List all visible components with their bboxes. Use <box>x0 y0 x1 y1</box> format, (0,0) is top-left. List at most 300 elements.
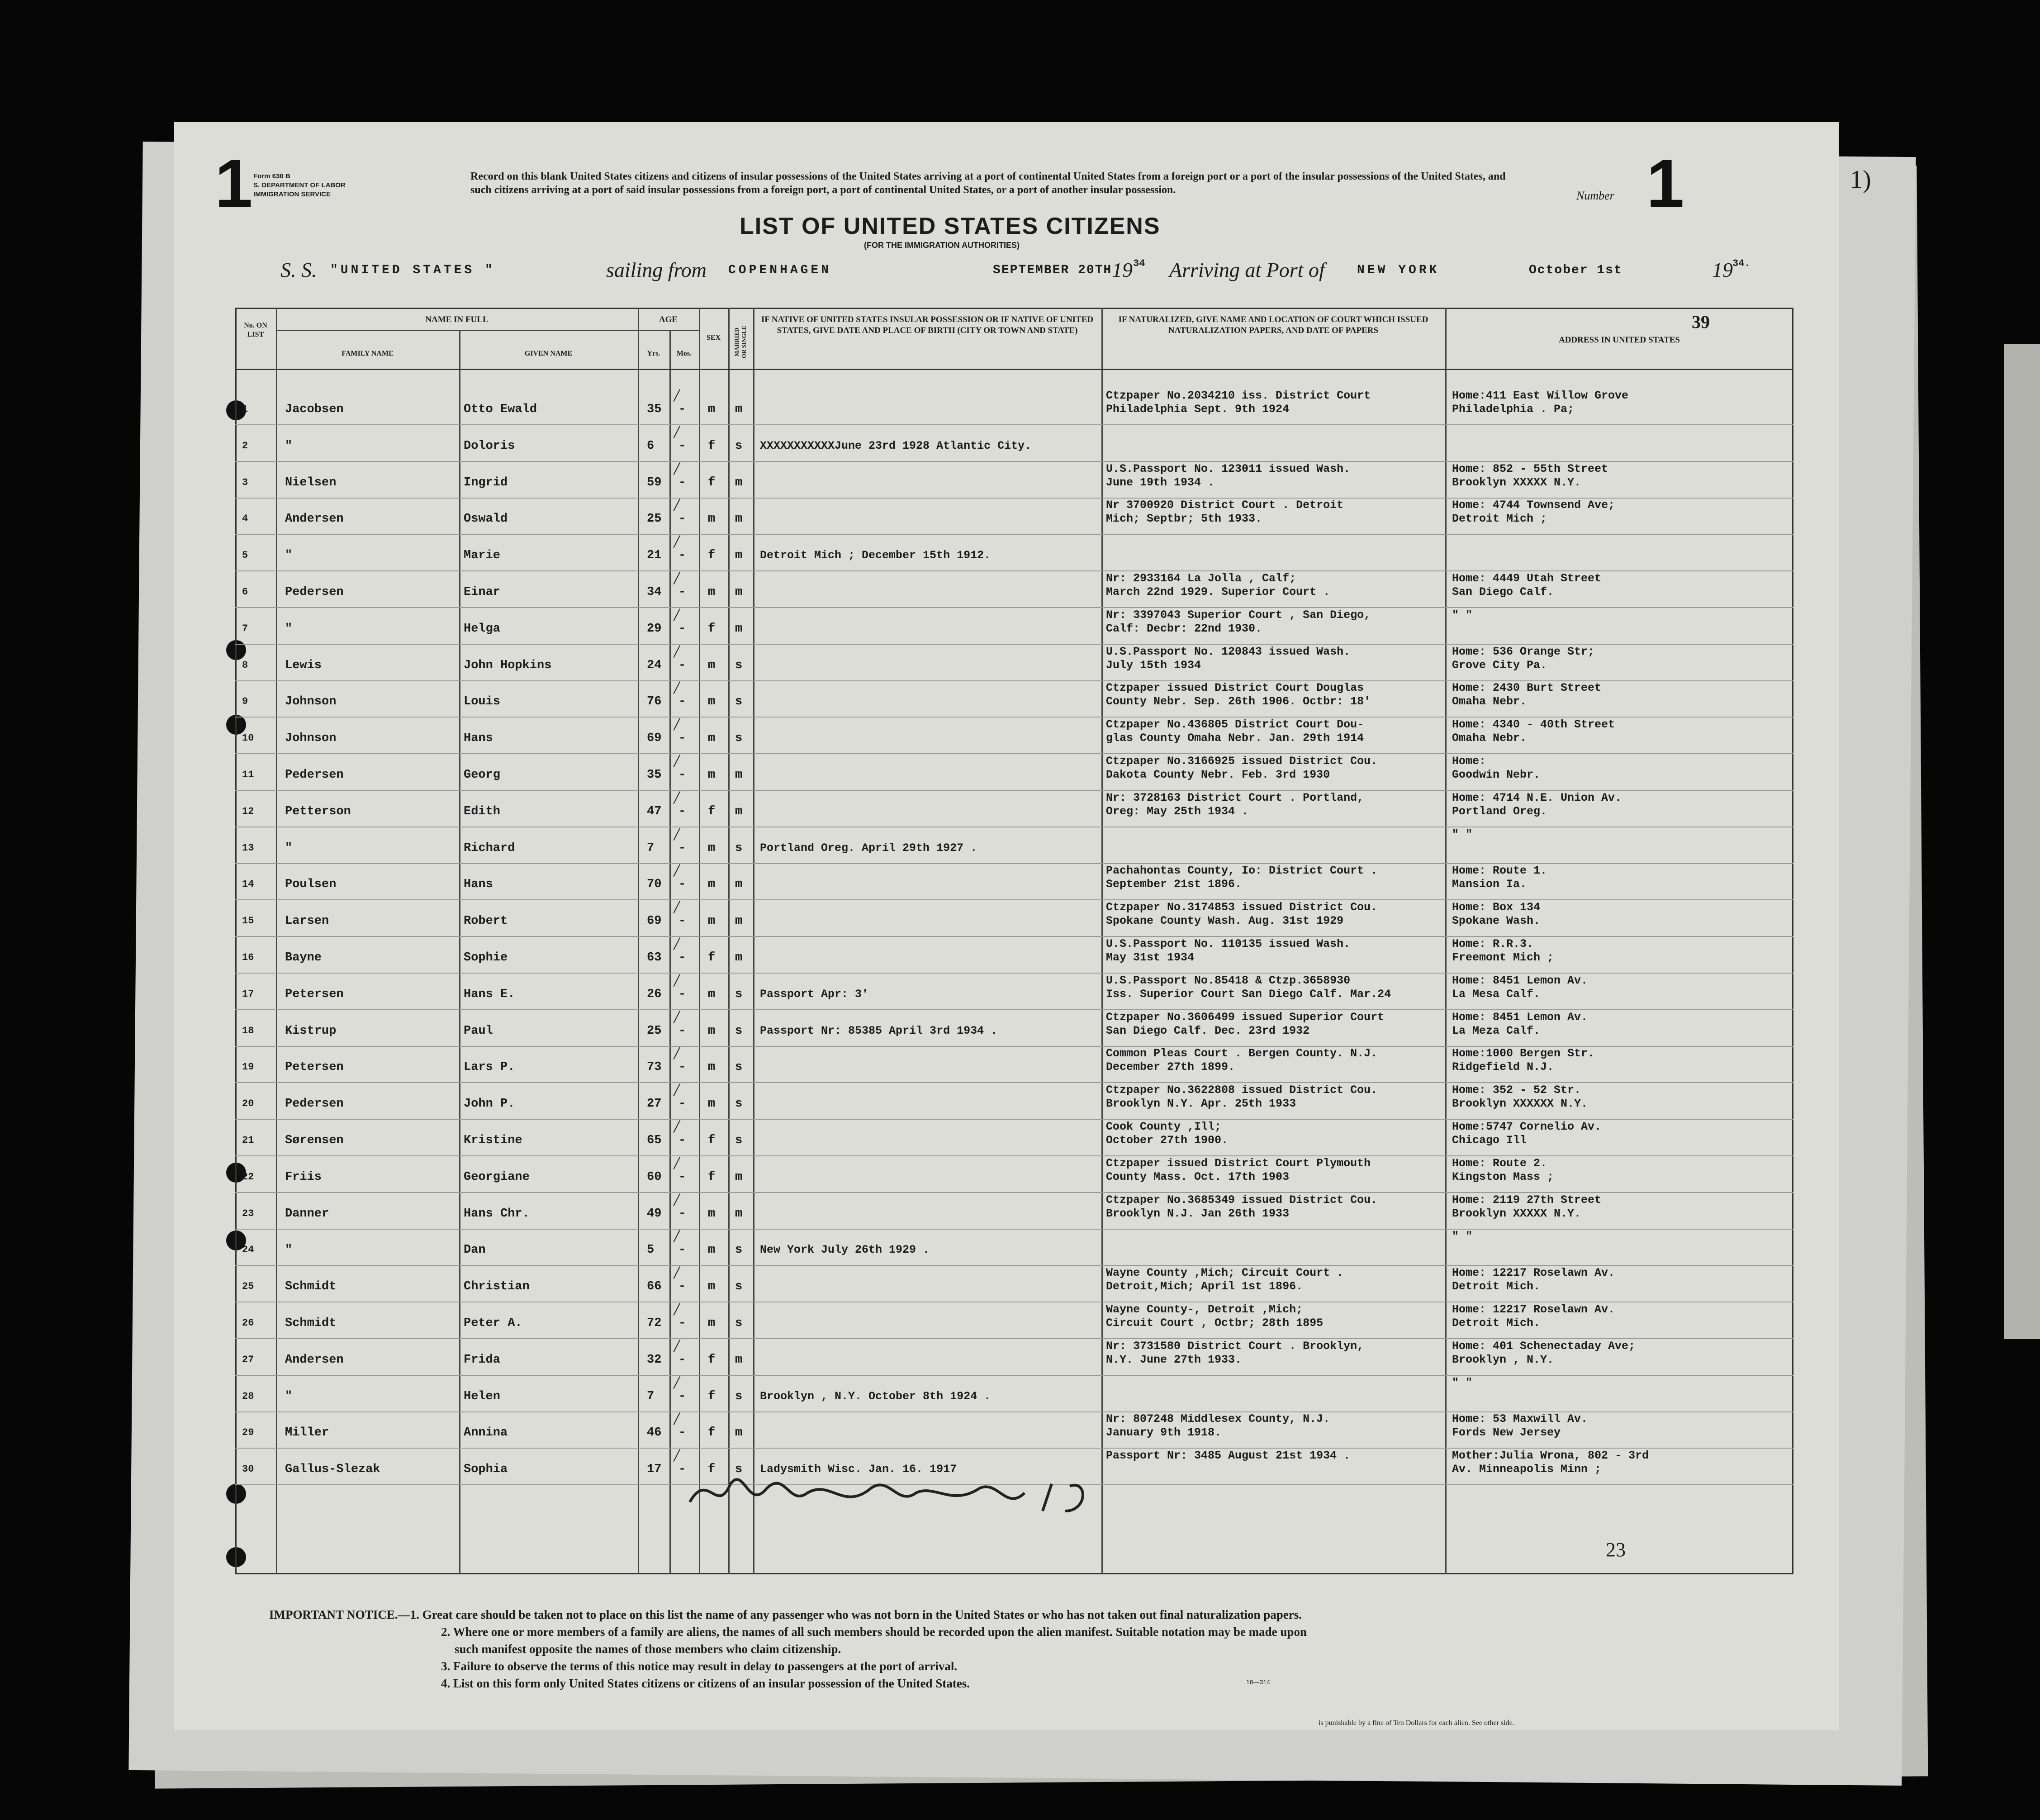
address-line: Home: 352 - 52 Str. <box>1452 1083 1581 1097</box>
marital-status: s <box>735 1389 743 1403</box>
col-name-header: NAME IN FULL <box>425 315 489 324</box>
important-notice <box>269 1606 1816 1692</box>
marital-status: m <box>735 1207 743 1221</box>
row-rule <box>235 1448 1793 1449</box>
address-line: La Mesa Calf. <box>1452 987 1541 1001</box>
given-name: Paul <box>464 1024 493 1038</box>
marital-status: s <box>735 1316 743 1330</box>
notice-item-1: —1. Great care should be taken not to place on this list the name of any passenger who was not born in the United States or who has not taken out final naturalization papers. <box>398 1608 1302 1621</box>
naturalization-line: Philadelphia Sept. 9th 1924 <box>1106 403 1290 416</box>
given-name: Georg <box>464 768 501 782</box>
form-identifier: Form 630 B S. DEPARTMENT OF LABOR IMMIGRATION SERVICE <box>253 172 346 198</box>
row-rule <box>235 1009 1793 1010</box>
address-line: Home: 8451 Lemon Av. <box>1452 1010 1588 1024</box>
row-number: 12 <box>242 805 254 817</box>
age-years: 69 <box>647 914 662 928</box>
sheet-count: 39 <box>1692 312 1710 332</box>
row-number: 2 <box>242 440 248 451</box>
given-name: Louis <box>464 695 501 709</box>
col-mos-header: Mos. <box>676 350 692 357</box>
check-mark: / <box>674 1189 679 1210</box>
row-rule <box>235 1375 1793 1376</box>
age-months: - <box>678 878 686 892</box>
age-years: 6 <box>647 439 655 453</box>
naturalization-line: U.S.Passport No. 123011 issued Wash. <box>1106 462 1351 475</box>
marital-status: s <box>735 1097 743 1111</box>
address-line: Grove City Pa. <box>1452 658 1547 672</box>
naturalization-line: Spokane County Wash. Aug. 31st 1929 <box>1106 914 1344 928</box>
age-years: 25 <box>647 1024 662 1038</box>
age-years: 72 <box>647 1316 662 1330</box>
address-line: Brooklyn XXXXX N.Y. <box>1452 1207 1581 1220</box>
check-mark: / <box>674 531 679 552</box>
naturalization-line: March 22nd 1929. Superior Court . <box>1106 585 1330 599</box>
row-number: 20 <box>242 1098 254 1110</box>
age-years: 7 <box>647 1389 655 1403</box>
check-mark: / <box>674 421 679 442</box>
check-mark: / <box>674 1043 679 1064</box>
marital-status: s <box>735 1243 743 1257</box>
col-birth-header: IF NATIVE OF UNITED STATES INSULAR POSSESSION OR IF NATIVE OF UNITED STATES, GIVE DATE AND PLACE OF BIRTH (CITY OR TOWN AND STATE) <box>761 315 1094 335</box>
birth-place-date: Ladysmith Wisc. Jan. 16. 1917 <box>760 1463 957 1476</box>
age-years: 29 <box>647 622 662 636</box>
address-line: Philadelphia . Pa; <box>1452 403 1575 416</box>
given-name: Otto Ewald <box>464 403 537 416</box>
address-line: Home: 4449 Utah Street <box>1452 572 1602 585</box>
row-number: 7 <box>242 623 248 634</box>
col-given-header: GIVEN NAME <box>524 350 573 357</box>
age-months: - <box>678 1243 686 1257</box>
sex: m <box>708 403 716 416</box>
age-months: - <box>678 695 686 709</box>
age-years: 7 <box>647 841 655 855</box>
naturalization-line: Detroit,Mich; April 1st 1896. <box>1106 1280 1303 1293</box>
address-line: " " <box>1452 1376 1473 1389</box>
sex: f <box>708 1170 716 1184</box>
sex: m <box>708 1207 716 1221</box>
family-name: Pedersen <box>285 1097 344 1111</box>
family-name: " <box>285 841 293 855</box>
address-line: Brooklyn , N.Y. <box>1452 1353 1554 1366</box>
marital-status: m <box>735 1170 743 1184</box>
ss-label: S. S. <box>280 258 317 281</box>
sex: m <box>708 878 716 892</box>
row-rule <box>235 1119 1793 1120</box>
address-line: Chicago Ill <box>1452 1134 1527 1147</box>
row-rule <box>235 570 1793 571</box>
check-mark: / <box>674 1226 679 1246</box>
age-years: 49 <box>647 1207 662 1221</box>
address-line: Omaha Nebr. <box>1452 732 1527 745</box>
age-months: - <box>678 841 686 855</box>
sex: f <box>708 439 716 453</box>
age-years: 5 <box>647 1243 655 1257</box>
naturalization-line: Wayne County ,Mich; Circuit Court . <box>1106 1266 1344 1280</box>
notice-label: IMPORTANT NOTICE. <box>269 1608 398 1621</box>
naturalization-line: Ctzpaper No.3606499 issued Superior Court <box>1106 1010 1385 1024</box>
marital-status: m <box>735 622 743 636</box>
manifest-page <box>174 122 1871 1730</box>
given-name: John P. <box>464 1097 515 1111</box>
col-address-header: ADDRESS IN UNITED STATES <box>1558 335 1680 345</box>
marital-status: m <box>735 1353 743 1367</box>
given-name: Lars P. <box>464 1060 515 1074</box>
family-name: Andersen <box>285 512 344 526</box>
family-name: Pedersen <box>285 768 344 782</box>
address-line: Home:5747 Cornelio Av. <box>1452 1120 1602 1133</box>
marital-status: m <box>735 768 743 782</box>
birth-place-date: New York July 26th 1929 . <box>760 1243 930 1257</box>
given-name: Christian <box>464 1280 530 1294</box>
family-name: Johnson <box>285 695 337 709</box>
age-years: 35 <box>647 768 662 782</box>
check-mark: / <box>674 641 679 661</box>
age-years: 25 <box>647 512 662 526</box>
address-line: Home: <box>1452 755 1486 768</box>
row-number: 26 <box>242 1317 254 1329</box>
age-years: 46 <box>647 1426 662 1440</box>
naturalization-line: Cook County ,Ill; <box>1106 1120 1222 1133</box>
address-line: San Diego Calf. <box>1452 585 1554 599</box>
family-name: Petersen <box>285 1060 344 1074</box>
family-name: Petterson <box>285 804 351 818</box>
address-line: Brooklyn XXXXXX N.Y. <box>1452 1097 1588 1111</box>
ship-name: "UNITED STATES " <box>330 263 495 277</box>
row-rule <box>235 753 1793 754</box>
notice-item-4: 4. List on this form only United States citizens or citizens of an insular possession of the United States. <box>441 1677 970 1690</box>
row-rule <box>235 680 1793 681</box>
birth-place-date: Portland Oreg. April 29th 1927 . <box>760 841 977 855</box>
col-yrs-header: Yrs. <box>647 350 660 357</box>
address-line: Goodwin Nebr. <box>1452 768 1541 781</box>
given-name: Hans E. <box>464 987 515 1001</box>
row-number: 29 <box>242 1427 254 1439</box>
col-family-header: FAMILY NAME <box>342 350 394 357</box>
naturalization-line: October 27th 1900. <box>1106 1134 1229 1147</box>
marital-status: m <box>735 804 743 818</box>
sex: f <box>708 951 716 965</box>
family-name: Kistrup <box>285 1024 337 1038</box>
address-line: Home: 4744 Townsend Ave; <box>1452 499 1615 512</box>
address-line: Brooklyn XXXXX N.Y. <box>1452 475 1581 489</box>
age-months: - <box>678 1060 686 1074</box>
departure-port: COPENHAGEN <box>728 263 832 277</box>
naturalization-line: Nr: 2933164 La Jolla , Calf; <box>1106 572 1296 585</box>
check-mark: / <box>674 1262 679 1283</box>
marital-status: s <box>735 732 743 746</box>
age-years: 65 <box>647 1134 662 1147</box>
sex: f <box>708 622 716 636</box>
given-name: Hans <box>464 878 493 892</box>
check-mark: / <box>674 458 679 479</box>
naturalization-line: Nr: 3728163 District Court . Portland, <box>1106 791 1364 804</box>
notice-item-2: 2. Where one or more members of a family are aliens, the names of all such members should be recorded upon the alien manifest. Suitable notation may be made upon <box>441 1625 1307 1639</box>
departure-year: 34 <box>1133 258 1145 269</box>
family-name: Schmidt <box>285 1316 337 1330</box>
address-line: Home: 12217 Roselawn Av. <box>1452 1303 1615 1316</box>
naturalization-line: June 19th 1934 . <box>1106 475 1215 489</box>
address-line: La Meza Calf. <box>1452 1024 1541 1037</box>
naturalization-line: Dakota County Nebr. Feb. 3rd 1930 <box>1106 768 1330 781</box>
age-years: 17 <box>647 1463 662 1477</box>
check-mark: / <box>674 823 679 844</box>
row-rule <box>235 863 1793 864</box>
check-mark: / <box>674 568 679 588</box>
sex: m <box>708 1097 716 1111</box>
address-line: Home: 2119 27th Street <box>1452 1193 1602 1207</box>
sex: m <box>708 1243 716 1257</box>
sex: m <box>708 1024 716 1038</box>
age-years: 60 <box>647 1170 662 1184</box>
row-number: 15 <box>242 915 254 927</box>
marital-status: m <box>735 549 743 563</box>
adjacent-page-edge <box>2004 344 2040 1339</box>
header-divider <box>276 330 699 331</box>
given-name: Sophia <box>464 1463 508 1477</box>
col-naturalized-header: IF NATURALIZED, GIVE NAME AND LOCATION OF COURT WHICH ISSUED NATURALIZATION PAPERS, AND DATE OF PAPERS <box>1118 315 1428 335</box>
col-no-header: No. ON LIST <box>244 322 267 338</box>
family-name: " <box>285 1243 293 1257</box>
arrival-date: October 1st <box>1529 263 1623 277</box>
check-mark: / <box>674 494 679 515</box>
naturalization-line: Circuit Court , Octbr; 28th 1895 <box>1106 1316 1324 1330</box>
departure-date: SEPTEMBER 20TH <box>993 263 1112 277</box>
age-years: 26 <box>647 987 662 1001</box>
naturalization-line: Iss. Superior Court San Diego Calf. Mar.24 <box>1106 987 1391 1001</box>
birth-place-date: Passport Apr: 3' <box>760 987 869 1001</box>
row-number: 27 <box>242 1354 254 1365</box>
age-months: - <box>678 622 686 636</box>
sex: f <box>708 1426 716 1440</box>
check-mark: / <box>674 1152 679 1173</box>
row-rule <box>235 424 1793 425</box>
row-rule <box>235 936 1793 937</box>
arrival-year-prefix: 19 <box>1712 258 1733 281</box>
address-line: Kingston Mass ; <box>1452 1170 1554 1183</box>
check-mark: / <box>674 714 679 735</box>
given-name: Hans <box>464 732 493 746</box>
family-name: Friis <box>285 1170 322 1184</box>
given-name: Helen <box>464 1389 501 1403</box>
inspector-signature <box>681 1461 1224 1529</box>
age-years: 21 <box>647 549 662 563</box>
col-sex-header: SEX <box>706 334 721 342</box>
age-years: 63 <box>647 951 662 965</box>
marital-status: s <box>735 987 743 1001</box>
family-name: Johnson <box>285 732 337 746</box>
sex: m <box>708 1060 716 1074</box>
marital-status: m <box>735 475 743 489</box>
age-months: - <box>678 1463 686 1477</box>
address-line: Freemont Mich ; <box>1452 951 1554 964</box>
given-name: Doloris <box>464 439 515 453</box>
family-name: Miller <box>285 1426 329 1440</box>
age-months: - <box>678 1316 686 1330</box>
family-name: Pedersen <box>285 585 344 599</box>
age-years: 34 <box>647 585 662 599</box>
list-number-right: 1 <box>1646 145 1684 221</box>
address-line: Mother:Julia Wrona, 802 - 3rd <box>1452 1449 1649 1463</box>
row-number: 16 <box>242 952 254 963</box>
marital-status: s <box>735 1463 743 1477</box>
address-line: Av. Minneapolis Minn ; <box>1452 1463 1602 1476</box>
marital-status: m <box>735 585 743 599</box>
row-rule <box>235 1155 1793 1156</box>
given-name: Marie <box>464 549 501 563</box>
check-mark: / <box>674 677 679 698</box>
row-rule <box>235 973 1793 974</box>
naturalization-line: Wayne County-, Detroit ,Mich; <box>1106 1303 1303 1316</box>
age-months: - <box>678 658 686 672</box>
marital-status: m <box>735 914 743 928</box>
age-years: 27 <box>647 1097 662 1111</box>
sex: f <box>708 549 716 563</box>
given-name: Georgiane <box>464 1170 530 1184</box>
address-line: Home: Route 2. <box>1452 1156 1547 1170</box>
row-number: 23 <box>242 1207 254 1219</box>
col-married-header: MARRIED OR SINGLE <box>733 326 747 358</box>
age-months: - <box>678 1207 686 1221</box>
fine-notice: is punishable by a fine of Ten Dollars for each alien. See other side. <box>1319 1719 1514 1727</box>
row-rule <box>235 717 1793 718</box>
sex: m <box>708 1280 716 1294</box>
naturalization-line: Ctzpaper No.3174853 issued District Cou. <box>1106 901 1378 914</box>
naturalization-line: N.Y. June 27th 1933. <box>1106 1353 1242 1366</box>
col-divider <box>459 330 460 1574</box>
row-rule <box>235 1229 1793 1230</box>
naturalization-line: Ctzpaper issued District Court Plymouth <box>1106 1156 1371 1170</box>
row-rule <box>235 1411 1793 1412</box>
given-name: John Hopkins <box>464 658 552 672</box>
marital-status: s <box>735 841 743 855</box>
marital-status: s <box>735 1060 743 1074</box>
family-name: " <box>285 439 293 453</box>
sex: m <box>708 512 716 526</box>
age-years: 70 <box>647 878 662 892</box>
given-name: Oswald <box>464 512 508 526</box>
naturalization-line: Ctzpaper No.2034210 iss. District Court <box>1106 389 1371 402</box>
instructions-text: Record on this blank United States citizens and citizens of insular possessions of the United States arriving at a port of continental United States from a foreign port or a port of the insular possessions of the United States, and such citizens arriving at a port of said insular possessions from a foreign port, a port of continental United States, or a port of another insular possession. <box>470 171 1506 196</box>
address-line: Detroit Mich. <box>1452 1280 1541 1293</box>
row-number: 9 <box>242 696 248 708</box>
address-line: Home: 4340 - 40th Street <box>1452 718 1615 732</box>
marital-status: m <box>735 1426 743 1440</box>
address-line: Home: 12217 Roselawn Av. <box>1452 1266 1615 1280</box>
family-name: " <box>285 622 293 636</box>
naturalization-line: September 21st 1896. <box>1106 878 1242 891</box>
family-name: Larsen <box>285 914 329 928</box>
sex: m <box>708 841 716 855</box>
sex: f <box>708 1134 716 1147</box>
sex: f <box>708 1353 716 1367</box>
address-line: Portland Oreg. <box>1452 804 1547 818</box>
check-mark: / <box>674 1335 679 1356</box>
row-rule <box>235 498 1793 499</box>
given-name: Helga <box>464 622 501 636</box>
check-mark: / <box>674 1299 679 1319</box>
marital-status: m <box>735 951 743 965</box>
age-years: 66 <box>647 1280 662 1294</box>
naturalization-line: U.S.Passport No. 120843 issued Wash. <box>1106 645 1351 658</box>
naturalization-line: Brooklyn N.Y. Apr. 25th 1933 <box>1106 1097 1296 1111</box>
given-name: Sophie <box>464 951 508 965</box>
check-mark: / <box>674 1445 679 1466</box>
naturalization-line: Passport Nr: 3485 August 21st 1934 . <box>1106 1449 1351 1463</box>
family-name: Petersen <box>285 987 344 1001</box>
family-name: Sørensen <box>285 1134 344 1147</box>
age-months: - <box>678 1280 686 1294</box>
naturalization-line: County Mass. Oct. 17th 1903 <box>1106 1170 1290 1183</box>
given-name: Einar <box>464 585 501 599</box>
given-name: Kristine <box>464 1134 522 1147</box>
address-line: Home: R.R.3. <box>1452 937 1534 950</box>
sex: m <box>708 695 716 709</box>
naturalization-line: December 27th 1899. <box>1106 1060 1235 1074</box>
notice-item-3: 3. Failure to observe the terms of this notice may result in delay to passengers at the port of arrival. <box>441 1659 958 1673</box>
sex: f <box>708 1463 716 1477</box>
family-name: Gallus-Slezak <box>285 1463 380 1477</box>
age-years: 47 <box>647 804 662 818</box>
row-rule <box>235 1192 1793 1193</box>
age-years: 35 <box>647 403 662 416</box>
address-line: Home: 852 - 55th Street <box>1452 462 1608 475</box>
given-name: Hans Chr. <box>464 1207 530 1221</box>
address-line: Home:411 East Willow Grove <box>1452 389 1629 402</box>
check-mark: / <box>674 933 679 954</box>
age-months: - <box>678 732 686 746</box>
check-mark: / <box>674 1372 679 1392</box>
naturalization-line: January 9th 1918. <box>1106 1426 1222 1440</box>
age-months: - <box>678 549 686 563</box>
row-number: 14 <box>242 879 254 890</box>
check-mark: / <box>674 1006 679 1027</box>
sex: m <box>708 658 716 672</box>
row-rule <box>235 1046 1793 1047</box>
age-years: 69 <box>647 732 662 746</box>
age-years: 24 <box>647 658 662 672</box>
age-months: - <box>678 1134 686 1147</box>
marital-status: s <box>735 1134 743 1147</box>
age-months: - <box>678 1024 686 1038</box>
row-number: 22 <box>242 1171 254 1183</box>
naturalization-line: Nr: 3397043 Superior Court , San Diego, <box>1106 608 1371 622</box>
print-code: 16—314 <box>1246 1678 1270 1686</box>
row-rule <box>235 534 1793 535</box>
check-mark: / <box>674 1408 679 1429</box>
age-months: - <box>678 1426 686 1440</box>
sex: m <box>708 732 716 746</box>
naturalization-line: glas County Omaha Nebr. Jan. 29th 1914 <box>1106 732 1364 745</box>
address-line: Omaha Nebr. <box>1452 695 1527 708</box>
check-mark: / <box>674 751 679 771</box>
naturalization-line: Ctzpaper issued District Court Douglas <box>1106 681 1364 695</box>
age-months: - <box>678 403 686 416</box>
address-line: Detroit Mich. <box>1452 1316 1541 1330</box>
row-number: 1 <box>242 404 248 415</box>
col-divider <box>669 330 671 1574</box>
age-months: - <box>678 951 686 965</box>
address-line: Home: 53 Maxwill Av. <box>1452 1412 1588 1426</box>
marital-status: s <box>735 658 743 672</box>
age-years: 73 <box>647 1060 662 1074</box>
naturalization-line: Nr: 807248 Middlesex County, N.J. <box>1106 1412 1330 1426</box>
family-name: Schmidt <box>285 1280 337 1294</box>
sex: f <box>708 804 716 818</box>
marital-status: m <box>735 403 743 416</box>
naturalization-line: Pachahontas County, Io: District Court . <box>1106 864 1378 878</box>
age-months: - <box>678 914 686 928</box>
marital-status: s <box>735 1024 743 1038</box>
